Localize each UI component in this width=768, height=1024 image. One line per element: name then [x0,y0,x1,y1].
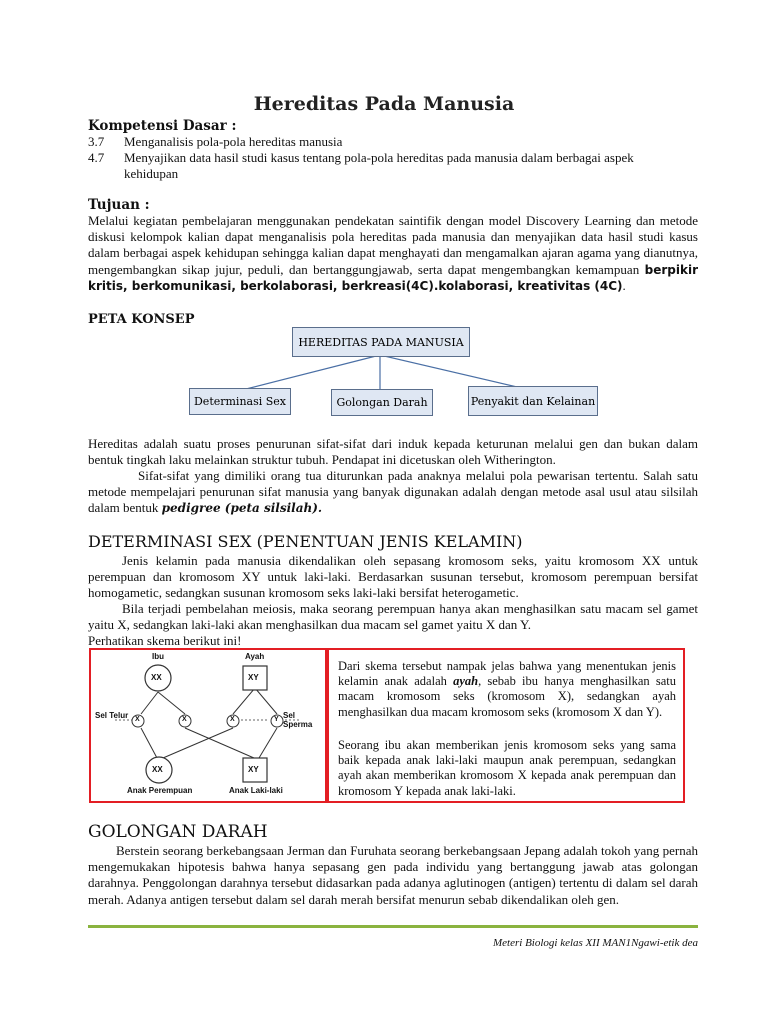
footer-divider [88,925,698,928]
intro-p2-bold: pedigree (peta silsilah). [161,501,323,516]
kompetensi-num: 4.7 [88,150,105,165]
determinasi-paragraph-3: Perhatikan skema berikut ini! [88,633,242,648]
gamete-label: X [135,716,140,723]
kompetensi-num: 3.7 [88,134,105,149]
concept-child-golongan: Golongan Darah [331,389,433,416]
determinasi-paragraph-1: Jenis kelamin pada manusia dikendalikan oleh sepasang kromosom seks, yaitu kromosom XX untuk perempuan dan kromosom XY untuk laki-laki. Berdasarkan susunan tersebut, kromosom perempuan bersifat homogametic, sedangkan susunan kromosom seks laki-laki bersifat heterogametic. [88,553,698,601]
tujuan-text: Melalui kegiatan pembelajaran menggunakan pendekatan saintifik dengan model Discovery Learning dan metode diskusi kelompok kalian dapat menganalisis pola hereditas pada manusia dan menyajikan data hasil studi kasus dalam berbagai aspek kehidupan sehingga kalian dapat menghayati dan mengamalkan ajaran agama yang dianutnya, mengembangkan sikap jujur, peduli, dan bertanggungjawab, serta dapat mengembangkan kemampuan [88,213,698,277]
intro-p2-text: Sifat-sifat yang dimiliki orang tua diturunkan pada anaknya melalui pola pewarisan tertentu. Salah satu metode mempelajari penurunan sifat manusia yang banyak digunakan adalah dengan metode asal usul atau silsilah dalam bentuk [88,468,698,516]
concept-child-penyakit: Penyakit dan Kelainan [468,386,598,416]
golongan-paragraph: Berstein seorang berkebangsaan Jerman dan Furuhata seorang berkebangsaan Jepang adalah tokoh yang pernah mengemukakan hipotesis bahwa hanya sepasang gen pada individu yang bertanggung jawab atas golongan darahnya. Penggolongan darahnya tersebut didasarkan pada adanya aglutinogen (antigen) tertentu di dalam sel darah merah. Adanya antigen tersebut dalam sel darah merah bersifat menurun sebab dikendalikan oleh gen. [88,843,698,907]
tujuan-bold: berpikir kritis, berkomunikasi, berkolaborasi, berkreasi(4C).kolaborasi, kreativitas (4C) [88,262,698,293]
kompetensi-text: Menyajikan data hasil studi kasus tentang pola-pola hereditas pada manusia dalam berbagai aspek kehidupan [124,150,634,181]
concept-child-determinasi: Determinasi Sex [189,388,291,415]
ayah-label: Ayah [245,652,265,661]
determinasi-heading: DETERMINASI SEX (PENENTUAN JENIS KELAMIN) [88,532,523,551]
ayah-genotype: XY [248,673,259,682]
intro-paragraph-2 [88,468,698,517]
intro-paragraph-1: Hereditas adalah suatu proses penurunan sifat-sifat dari induk kepada keturunan melalui gen dan bukan dalam bentuk tingkah laku melainkan struktur tubuh. Pendapat ini dicetuskan oleh Witherington. [88,436,698,468]
anak-perempuan-label: Anak Perempuan [127,786,193,795]
diagram-box [89,648,327,803]
peta-konsep-heading: PETA KONSEP [88,312,195,327]
determinasi-paragraph-2: Bila terjadi pembelahan meiosis, maka seorang perempuan hanya akan menghasilkan satu macam sel gamet yaitu X, sedangkan laki-laki akan menghasilkan dua macam sel gamet yaitu X dan Y. [88,601,698,633]
footer-text: Meteri Biologi kelas XII MAN1Ngawi-etik dea [493,937,698,949]
anak-laki-label: Anak Laki-laki [229,786,283,795]
gamete-label: Y [274,716,279,723]
explanation-paragraph-2: Seorang ibu akan memberikan jenis kromosom seks yang sama baik kepada anak laki-laki maupun anak perempuan, sedangkan ayah akan memberikan kromosom X kepada anak perempuan dan kromosom Y kepada anak laki-laki. [338,738,676,798]
golongan-heading: GOLONGAN DARAH [88,822,268,842]
tujuan-heading: Tujuan : [88,197,150,213]
concept-root: HEREDITAS PADA MANUSIA [292,327,470,357]
sel-telur-label: Sel Telur [95,711,129,720]
son-genotype: XY [248,765,259,774]
kompetensi-heading: Kompetensi Dasar : [88,118,237,134]
gamete-label: X [230,716,235,723]
ibu-label: Ibu [152,652,164,661]
tujuan-paragraph [88,213,698,294]
daughter-genotype: XX [152,765,163,774]
sel-sperma-label: Sel Sperma [283,711,313,729]
page-title: Hereditas Pada Manusia [253,93,515,115]
kompetensi-item [88,150,688,182]
tujuan-end: . [622,277,626,293]
kompetensi-text: Menganalisis pola-pola hereditas manusia [124,134,343,149]
explanation-box [327,648,685,803]
kompetensi-item [88,134,688,150]
explain-ayah: ayah [453,674,479,689]
explanation-paragraph-1 [338,659,676,720]
gamete-label: X [182,716,187,723]
ibu-genotype: XX [151,673,162,682]
explain-p1-a: Dari skema tersebut nampak jelas bahwa yang menentukan jenis kelamin anak adalah [338,659,676,689]
explain-p1-c: , sebab ibu hanya menghasilkan satu macam kromosom seks (kromosom X), sedangkan ayah menghasilkan dua macam kromosom seks (kromosom X dan Y). [338,674,676,719]
